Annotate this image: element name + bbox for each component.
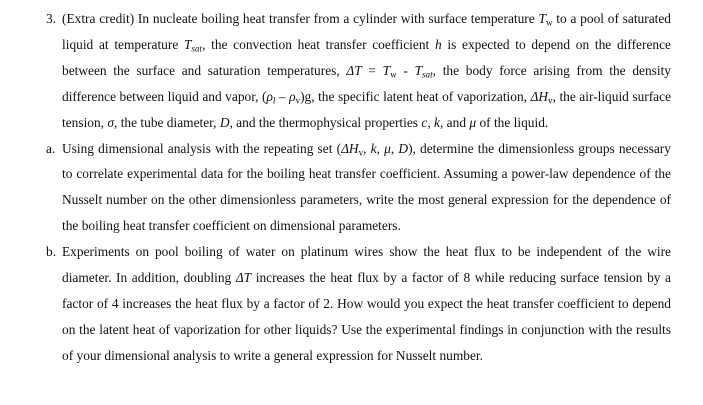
part-b-label: b.: [46, 244, 57, 260]
problem-number: 3.: [46, 11, 57, 26]
problem-intro: 3. (Extra credit) In nucleate boiling heat transfer from a cylinder with surface temperature $T_w$ to a pool of saturated liquid at temperature $T_{sat}$, the convection heat transfer coefficient h is expected to depend on the difference between the surface and saturation temperatures, $\Delta T = T_w - T_{sat}$, the body force arising from the density difference between liquid and vapor, $(\rho_l - \rho_v)g$, the specific latent heat of vaporization, $\Delta H_v$, the air-liquid surface tension, σ, the tube diameter, D, and the thermophysical properties c, k, and μ of the liquid.: [46, 6, 671, 136]
problem-document: [46, 6, 671, 369]
part-b: b. Experiments on pool boiling of water on platinum wires show the heat flux to be independent of the wire diameter. In addition, doubling ΔT increases the heat flux by a factor of 8 while reducing surface tension by a factor of 4 increases the heat flux by a factor of 2. How would you expect the heat transfer coefficient to depend on the latent heat of vaporization for other liquids? Use the experimental findings in conjunction with the results of your dimensional analysis to write a general expression for Nusselt number.: [46, 239, 671, 369]
part-a: a. Using dimensional analysis with the repeating set ($\Delta H_v$, k, μ, D), determine the dimensionless groups necessary to correlate experimental data for the boiling heat transfer coefficient. Assuming a power-law dependence of the Nusselt number on the other dimensionless parameters, write the most general expression for the dependence of the boiling heat transfer coefficient on dimensional parameters.: [46, 136, 671, 240]
part-a-label: a.: [46, 140, 56, 156]
